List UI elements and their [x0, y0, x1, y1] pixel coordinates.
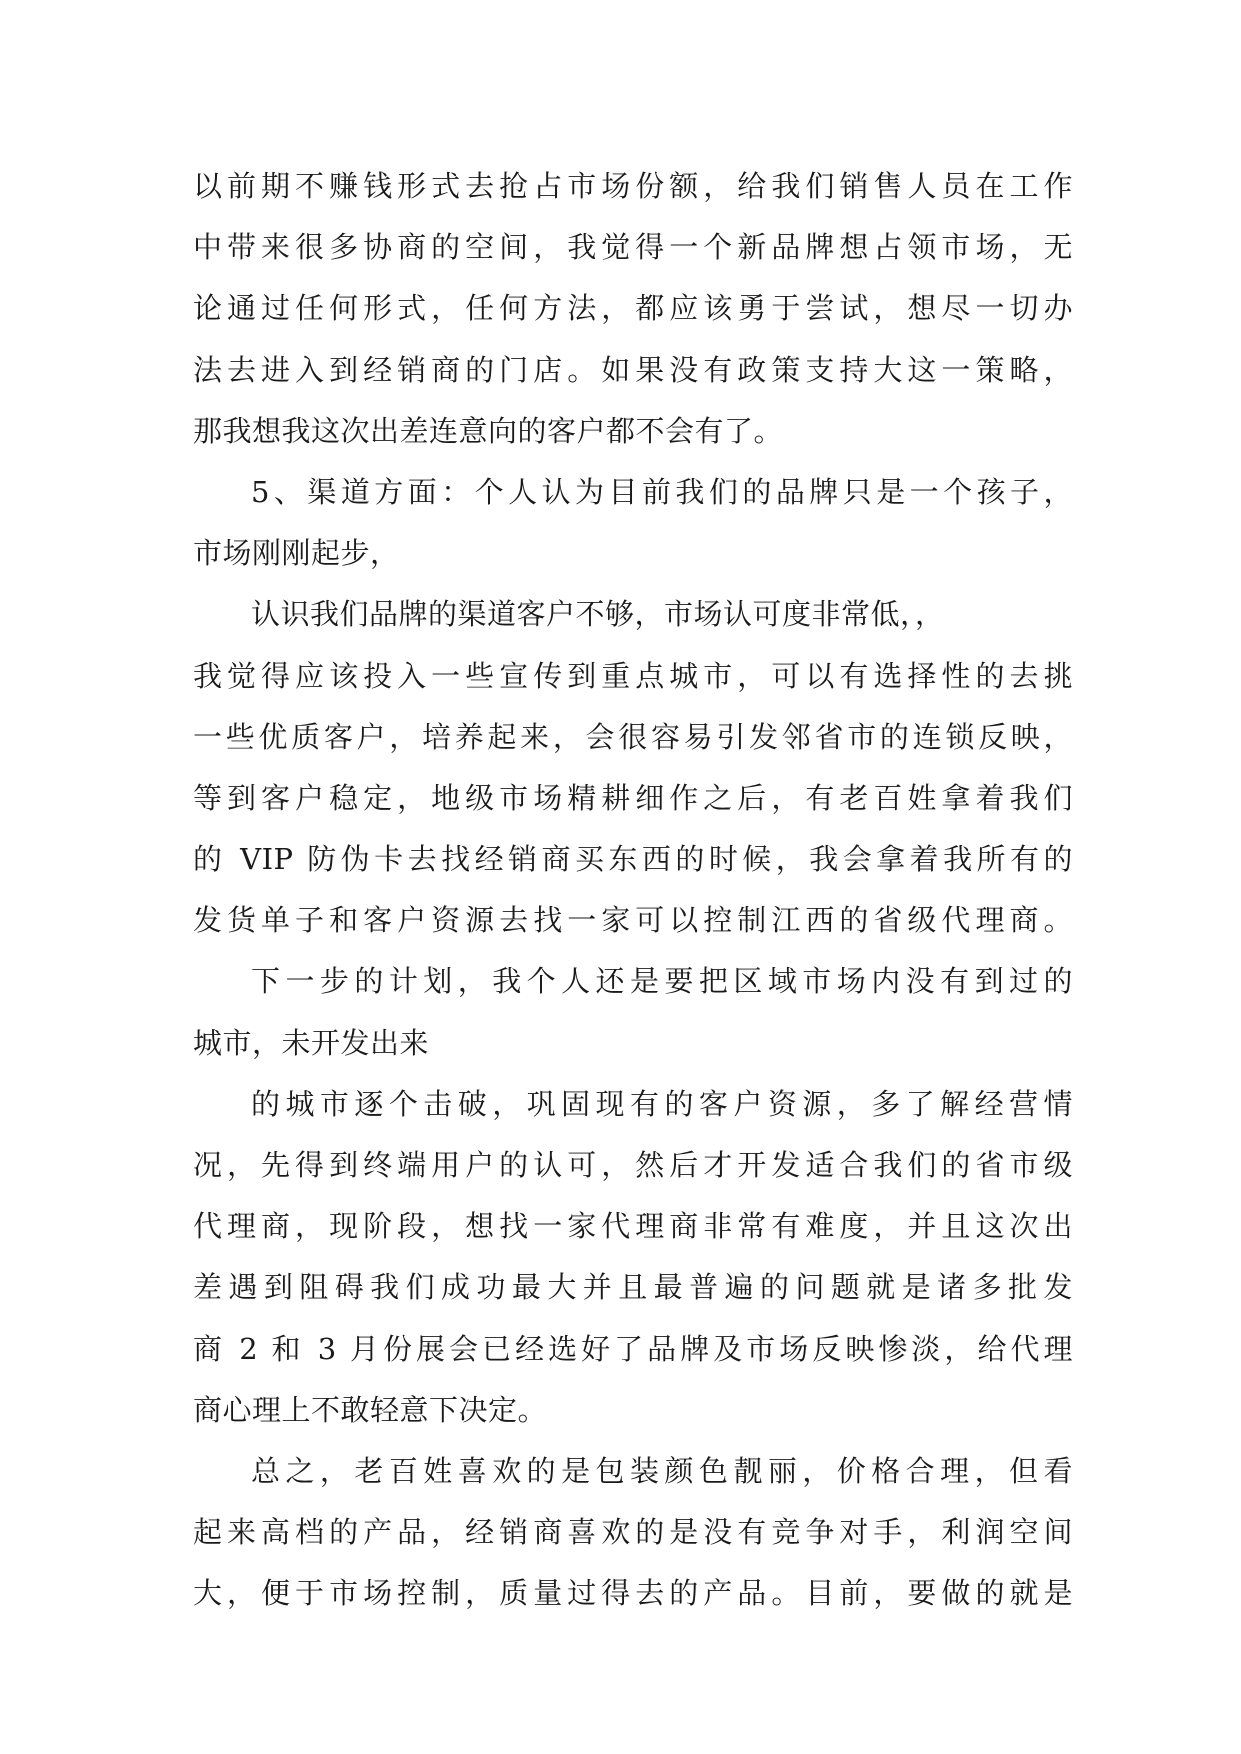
text-line: 商心理上不敢轻意下决定。: [193, 1392, 548, 1427]
text-line: 法去进入到经销商的门店。如果没有政策支持大这一策略，: [193, 352, 1073, 387]
text-line: 起来高档的产品，经销商喜欢的是没有竞争对手，利润空间: [193, 1515, 1073, 1550]
text-line: 等到客户稳定，地级市场精耕细作之后，有老百姓拿着我们: [193, 780, 1073, 815]
text-line: 市场刚刚起步，: [193, 536, 400, 571]
text-line: 的城市逐个击破，巩固现有的客户资源，多了解经营情: [251, 1086, 1073, 1121]
text-line: 那我想我这次出差连意向的客户都不会有了。: [193, 413, 784, 448]
text-line: 差遇到阻碍我们成功最大并且最普遍的问题就是诸多批发: [193, 1270, 1073, 1305]
text-line: 大，便于市场控制，质量过得去的产品。目前，要做的就是: [193, 1576, 1073, 1611]
text-line: 中带来很多协商的空间，我觉得一个新品牌想占领市场，无: [193, 230, 1073, 265]
text-line: 论通过任何形式，任何方法，都应该勇于尝试，想尽一切办: [193, 291, 1073, 326]
text-line: 商 2 和 3 月份展会已经选好了品牌及市场反映惨淡，给代理: [193, 1331, 1073, 1366]
text-line: 城市，未开发出来: [193, 1025, 430, 1060]
body-text: [193, 156, 1073, 1625]
text-line: 5、渠道方面：个人认为目前我们的品牌只是一个孩子，: [251, 474, 1073, 509]
text-line: 我觉得应该投入一些宣传到重点城市，可以有选择性的去挑: [193, 658, 1073, 693]
text-line: 总之，老百姓喜欢的是包装颜色靓丽，价格合理，但看: [251, 1453, 1073, 1488]
text-line: 发货单子和客户资源去找一家可以控制江西的省级代理商。: [193, 903, 1073, 938]
text-line: 况，先得到终端用户的认可，然后才开发适合我们的省市级: [193, 1148, 1073, 1182]
text-line: 的 VIP 防伪卡去找经销商买东西的时候，我会拿着我所有的: [193, 842, 1073, 877]
text-line: 认识我们品牌的渠道客户不够，市场认可度非常低，，: [251, 597, 945, 632]
text-line: 下一步的计划，我个人还是要把区域市场内没有到过的: [251, 964, 1073, 999]
text-line: 代理商，现阶段，想找一家代理商非常有难度，并且这次出: [193, 1209, 1073, 1244]
text-line: 以前期不赚钱形式去抢占市场份额，给我们销售人员在工作: [193, 169, 1073, 203]
text-line: 一些优质客户，培养起来，会很容易引发邻省市的连锁反映，: [193, 719, 1073, 754]
